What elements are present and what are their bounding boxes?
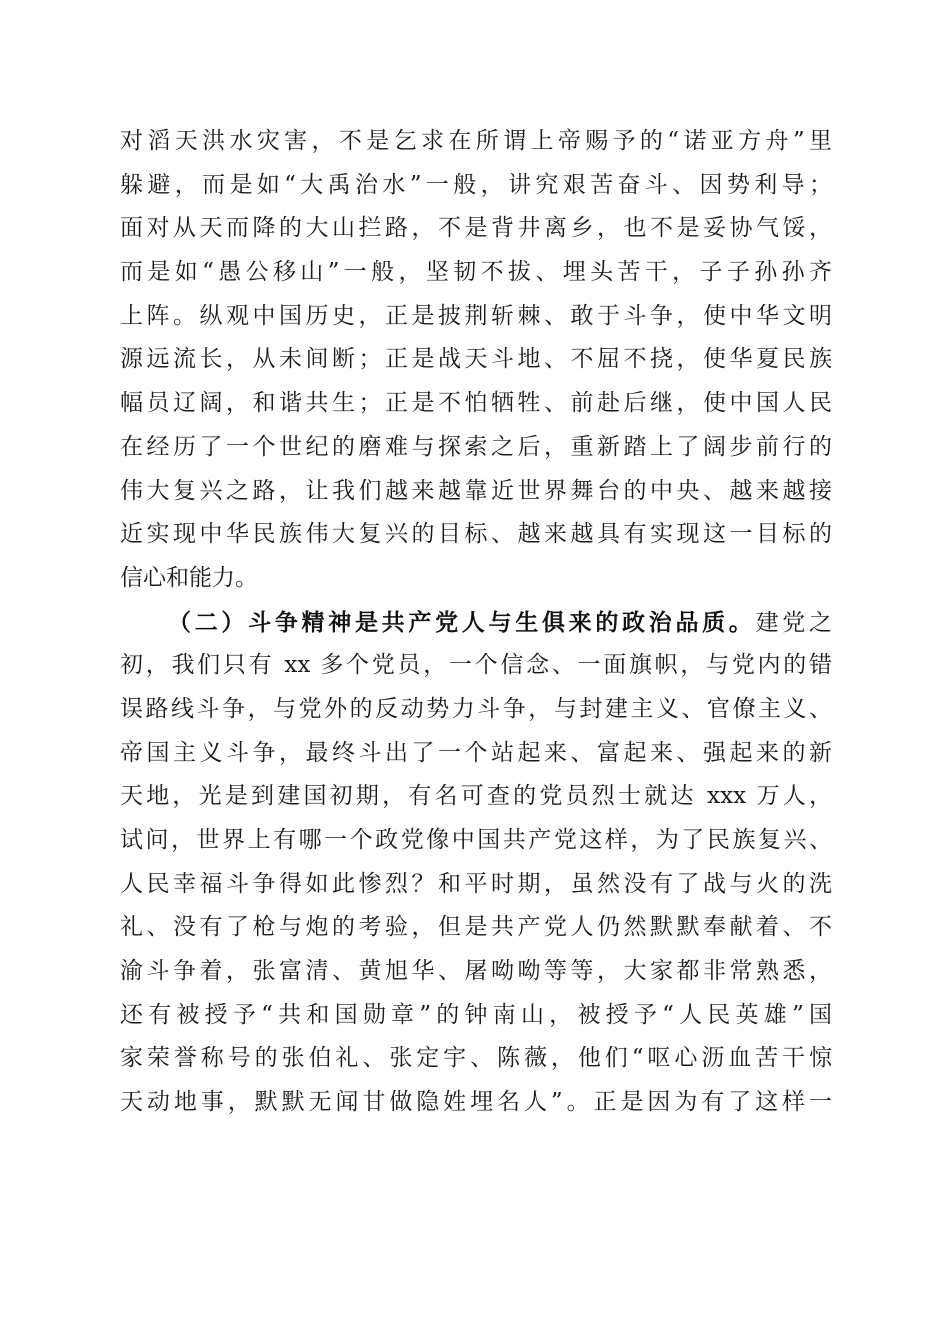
text-line: 伟大复兴之路，让我们越来越靠近世界舞台的中央、越来越接 bbox=[120, 477, 832, 504]
text-line: 初，我们只有 xx 多个党员，一个信念、一面旗帜，与党内的错 bbox=[120, 652, 832, 679]
paragraph-1 bbox=[120, 120, 832, 601]
paragraph-first-line bbox=[120, 601, 832, 645]
text-line: 人民幸福斗争得如此惨烈？和平时期，虽然没有了战与火的洗 bbox=[120, 870, 832, 897]
text-line: 源远流长，从未间断；正是战天斗地、不屈不挠，使华夏民族 bbox=[120, 346, 832, 373]
section-heading: （二）斗争精神是共产党人与生俱来的政治品质。 bbox=[168, 608, 756, 636]
text-line: 而是如“愚公移山”一般，坚韧不拔、埋头苦干，子子孙孙齐 bbox=[120, 259, 832, 286]
body-text bbox=[120, 120, 832, 1125]
text-line: 对滔天洪水灾害，不是乞求在所谓上帝赐予的“诺亚方舟”里 bbox=[120, 128, 832, 154]
text-line: 上阵。纵观中国历史，正是披荆斩棘、敢于斗争，使中华文明 bbox=[120, 302, 832, 329]
text-line: 礼、没有了枪与炮的考验，但是共产党人仍然默默奉献着、不 bbox=[120, 914, 832, 941]
text-line: 帝国主义斗争，最终斗出了一个站起来、富起来、强起来的新 bbox=[120, 739, 832, 766]
text-line: 还有被授予“共和国勋章”的钟南山，被授予“人民英雄”国 bbox=[120, 1001, 832, 1028]
text-line: 躲避，而是如“大禹治水”一般，讲究艰苦奋斗、因势利导； bbox=[120, 171, 832, 198]
text-line: 试问，世界上有哪一个政党像中国共产党这样，为了民族复兴、 bbox=[120, 827, 832, 853]
text-line: 渝斗争着，张富清、黄旭华、屠呦呦等等，大家都非常熟悉， bbox=[120, 958, 832, 985]
text-line: 家荣誉称号的张伯礼、张定宇、陈薇，他们“呕心沥血苦干惊 bbox=[120, 1045, 832, 1072]
text-line: 天动地事，默默无闻甘做隐姓埋名人”。正是因为有了这样一 bbox=[120, 1089, 832, 1116]
text-line: 天地，光是到建国初期，有名可查的党员烈士就达 xxx 万人， bbox=[120, 783, 832, 810]
text-line: 在经历了一个世纪的磨难与探索之后，重新踏上了阔步前行的 bbox=[120, 433, 832, 460]
text-line: 幅员辽阔，和谐共生；正是不怕牺牲、前赴后继，使中国人民 bbox=[120, 390, 832, 417]
text-line: 误路线斗争，与党外的反动势力斗争，与封建主义、官僚主义、 bbox=[120, 695, 832, 722]
text-line: 面对从天而降的大山拦路，不是背井离乡，也不是妥协气馁， bbox=[120, 215, 832, 242]
paragraph-2 bbox=[120, 601, 832, 1125]
heading-line-rest: 建党之 bbox=[755, 609, 833, 636]
text-line: 近实现中华民族伟大复兴的目标、越来越具有实现这一目标的 bbox=[120, 521, 832, 548]
text-line: 信心和能力。 bbox=[120, 564, 258, 591]
